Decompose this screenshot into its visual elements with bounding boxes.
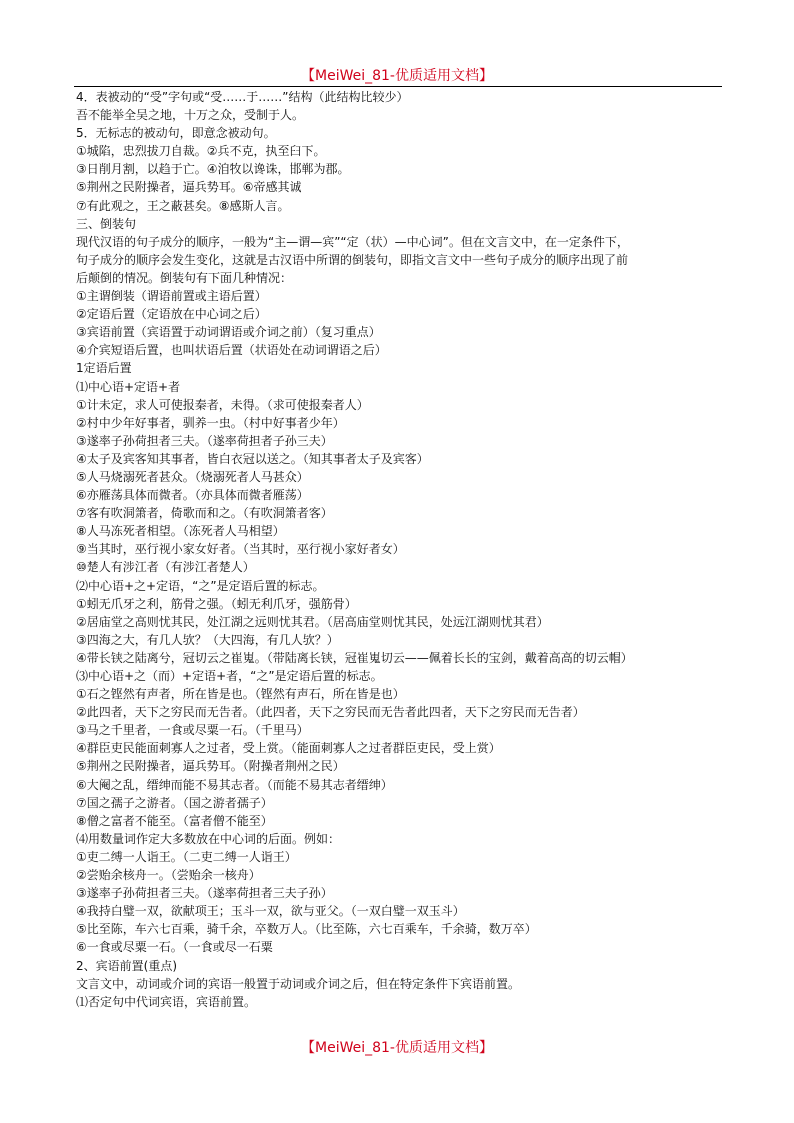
text-line: ①主谓倒装（谓语前置或主语后置） xyxy=(76,289,267,304)
text-line: ⑦有此观之，王之蔽甚矣。⑧感斯人言。 xyxy=(76,198,290,213)
text-line: ⑩楚人有涉江者（有涉江者楚人） xyxy=(76,560,255,575)
text-line: 2、宾语前置(重点) xyxy=(76,958,177,973)
text-line: 句子成分的顺序会发生变化，这就是古汉语中所谓的倒装句，即指文言文中一些句子成分的顺序出现了前 xyxy=(76,252,629,267)
header-divider xyxy=(74,86,722,87)
text-line: 后颠倒的情况。倒装句有下面几种情况： xyxy=(76,270,293,285)
text-line: ②定语后置（定语放在中心词之后） xyxy=(76,307,267,322)
text-line: ⑦国之孺子之游者。（国之游者孺子） xyxy=(76,795,273,810)
text-line: ⑵中心语+之+定语，“之”是定语后置的标志。 xyxy=(76,578,325,593)
text-line: ①计未定，求人可使报秦者，未得。（求可使报秦者人） xyxy=(76,397,369,412)
document-body xyxy=(76,88,724,1011)
text-line: ④群臣吏民能面刺寡人之过者，受上赏。（能面刺寡人之过者群臣吏民，受上赏） xyxy=(76,741,501,756)
text-line: ⑤比至陈，车六七百乘，骑千余，卒数万人。（比至陈，六七百乘车，千余骑，数万卒） xyxy=(76,922,537,937)
text-line: ⑥一食或尽粟一石。（一食或尽一石粟 xyxy=(76,940,273,955)
page-header: 【MeiWei_81-优质适用文档】 xyxy=(301,68,493,84)
text-line: ⑥亦雁荡具体而微者。（亦具体而微者雁荡） xyxy=(76,488,309,503)
text-line: ③宾语前置（宾语置于动词谓语或介词之前）（复习重点） xyxy=(76,325,381,340)
text-line: ⑥大阉之乱，缙绅而能不易其志者。（而能不易其志者缙绅） xyxy=(76,777,393,792)
text-line: ④介宾短语后置，也叫状语后置（状语处在动词谓语之后） xyxy=(76,343,387,358)
text-line: ①蚓无爪牙之利，筋骨之强。（蚓无利爪牙，强筋骨） xyxy=(76,596,357,611)
text-line: ⑤人马烧溺死者甚众。（烧溺死者人马甚众） xyxy=(76,469,309,484)
text-line: ⑷用数量词作定大多数放在中心词的后面。例如： xyxy=(76,831,341,846)
text-line: ⑴中心语+定语+者 xyxy=(76,379,181,394)
text-line: ①吏二缚一人诣王。（二吏二缚一人诣王） xyxy=(76,849,297,864)
text-line: ⑦客有吹洞箫者，倚歌而和之。（有吹洞箫者客） xyxy=(76,506,333,521)
text-line: 三、倒装句 xyxy=(76,216,137,231)
text-line: ③马之千里者，一食或尽粟一石。（千里马） xyxy=(76,723,309,738)
text-line: ③遂率子孙荷担者三夫。（遂率荷担者三夫子孙） xyxy=(76,886,333,901)
text-line: ②尝贻余核舟一。（尝贻余一核舟） xyxy=(76,868,261,883)
text-line: 吾不能举全吴之地，十万之众，受制于人。 xyxy=(76,108,305,123)
text-line: ④太子及宾客知其事者，皆白衣冠以送之。（知其事者太子及宾客） xyxy=(76,451,429,466)
text-line: 现代汉语的句子成分的顺序，一般为“主—谓—宾”“定（状）—中心词”。但在文言文中，在一定条件下， xyxy=(76,234,629,249)
text-line: 4．表被动的“受”字句或“受……于……”结构（此结构比较少） xyxy=(76,90,409,104)
text-line: ④带长铗之陆离兮，冠切云之崔嵬。（带陆离长铗，冠崔嵬切云——佩着长长的宝剑，戴着高高的切云帽） xyxy=(76,650,633,665)
text-line: ①石之铿然有声者，所在皆是也。（铿然有声石，所在皆是也） xyxy=(76,687,405,702)
page-footer: 【MeiWei_81-优质适用文档】 xyxy=(301,1040,493,1056)
text-line: ①城陷，忠烈拔刀自裁。②兵不克，执至臼下。 xyxy=(76,144,326,159)
text-line: 文言文中，动词或介词的宾语一般置于动词或介词之后，但在特定条件下宾语前置。 xyxy=(76,976,521,991)
text-line: ⑴否定句中代词宾语，宾语前置。 xyxy=(76,994,257,1009)
text-line: ②居庙堂之高则忧其民，处江湖之远则忧其君。（居高庙堂则忧其民，处远江湖则忧其君） xyxy=(76,614,549,629)
text-line: ⑨当其时，巫行视小家女好者。（当其时，巫行视小家好者女） xyxy=(76,542,405,557)
text-line: ③遂率子孙荷担者三夫。（遂率荷担者子孙三夫） xyxy=(76,433,333,448)
text-line: ⑶中心语+之（而）+定语+者，“之”是定语后置的标志。 xyxy=(76,669,383,683)
text-line: ④我持白璧一双，欲献项王；玉斗一双，欲与亚父。（一双白璧一双玉斗） xyxy=(76,904,465,919)
text-line: ⑤荆州之民附操者，逼兵势耳。（附操者荆州之民） xyxy=(76,759,345,774)
text-line: ③日削月割，以趋于亡。④洎牧以谗诛，邯郸为郡。 xyxy=(76,162,350,177)
text-line: 1定语后置 xyxy=(76,361,132,376)
text-line: ⑧人马冻死者相望。（冻死者人马相望） xyxy=(76,524,285,539)
text-line: 5．无标志的被动句，即意念被动句。 xyxy=(76,126,276,141)
text-line: ⑧僧之富者不能至。（富者僧不能至） xyxy=(76,813,273,828)
text-line: ⑤荆州之民附操者，逼兵势耳。⑥帝感其诚 xyxy=(76,180,302,195)
text-line: ③四海之大，有几人欤？（大四海，有几人欤？） xyxy=(76,632,339,647)
text-line: ②村中少年好事者，驯养一虫。（村中好事者少年） xyxy=(76,415,345,430)
text-line: ②此四者，天下之穷民而无告者。（此四者，天下之穷民而无告者此四者，天下之穷民而无告者） xyxy=(76,705,585,720)
